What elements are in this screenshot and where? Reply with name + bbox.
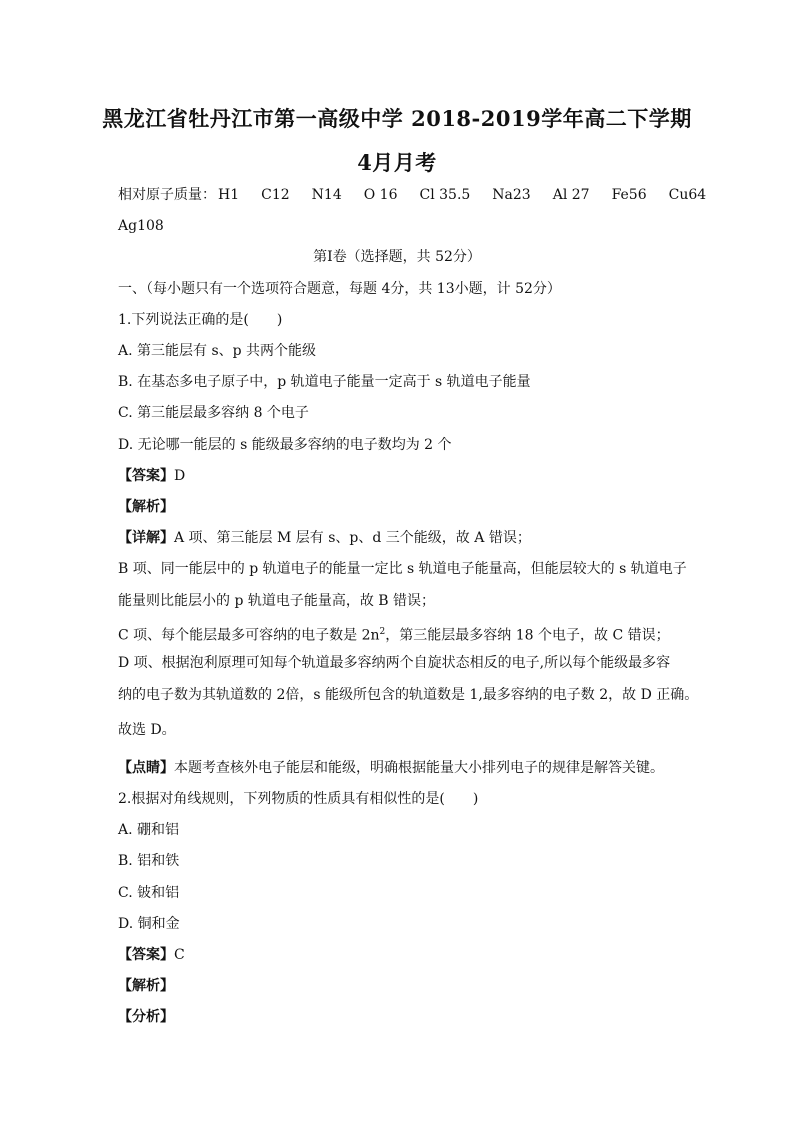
atomic-mass-line — [118, 185, 728, 205]
section-title: 第Ⅰ卷（选择题，共 52分） — [313, 249, 481, 265]
atomic-mass-item: C12 — [261, 187, 290, 203]
q1-detail-line: B 项、同一能层中的 p 轨道电子的能量一定比 s 轨道电子能量高，但能层较大的 s 轨道电子 — [118, 561, 687, 577]
q1-comment-label: 【点睛】 — [118, 760, 174, 776]
q1-analysis-label: 【解析】 — [118, 499, 174, 515]
q2-option-d: D. 铜和金 — [118, 916, 180, 932]
atomic-mass-item: Fe56 — [611, 187, 647, 203]
q2-option-c: C. 铍和铝 — [118, 885, 180, 901]
q2-option-b: B. 铝和铁 — [118, 853, 180, 869]
q1-conclusion: 故选 D。 — [118, 722, 176, 738]
page-title-line1: 黑龙江省牡丹江市第一高级中学 2018-2019学年高二下学期 — [102, 106, 692, 131]
atomic-mass-item: Cu64 — [668, 187, 707, 203]
q1-stem: 1.下列说法正确的是( ) — [118, 312, 283, 328]
q1-detail-text: C 项、每个能层最多可容纳的电子数是 2n — [118, 627, 380, 644]
q1-option-d: D. 无论哪一能层的 s 能级最多容纳的电子数均为 2 个 — [118, 437, 452, 453]
q1-option-b: B. 在基态多电子原子中，p 轨道电子能量一定高于 s 轨道电子能量 — [118, 374, 531, 390]
q1-detail-line — [118, 622, 670, 646]
q1-option-a: A. 第三能层有 s、p 共两个能级 — [118, 343, 317, 359]
q2-answer-label: 【答案】 — [118, 947, 174, 963]
q1-detail-text: ，第三能层最多容纳 18 个电子，故 C 错误； — [385, 627, 670, 644]
q1-detail-line: 能量则比能层小的 p 轨道电子能量高，故 B 错误； — [118, 593, 436, 609]
atomic-mass-item: Cl 35.5 — [419, 187, 471, 203]
q2-option-a: A. 硼和铝 — [118, 822, 180, 838]
atomic-mass-item: H1 — [218, 187, 240, 203]
q1-detail-label: 【详解】 — [118, 530, 174, 546]
q2-detail-label: 【分析】 — [118, 1009, 174, 1025]
q1-answer — [118, 466, 185, 486]
q2-answer — [118, 945, 185, 965]
page-title-line2: 4月月考 — [357, 150, 437, 175]
superscript: 2 — [379, 627, 386, 637]
q1-comment — [118, 758, 664, 778]
atomic-mass-item: O 16 — [363, 187, 398, 203]
q1-detail-line — [118, 528, 531, 548]
atomic-mass-item: N14 — [311, 187, 342, 203]
q1-detail-text: A 项、第三能层 M 层有 s、p、d 三个能级，故 A 错误； — [174, 530, 531, 546]
q2-stem: 2.根据对角线规则，下列物质的性质具有相似性的是( ) — [118, 791, 479, 807]
section-instruction: 一、（每小题只有一个选项符合题意，每题 4分，共 13小题，计 52分） — [118, 281, 561, 297]
atomic-mass-wrap: Ag108 — [118, 218, 164, 234]
q2-answer-value: C — [174, 947, 185, 963]
q1-detail-line: D 项、根据泡利原理可知每个轨道最多容纳两个自旋状态相反的电子,所以每个能级最多容 — [118, 655, 671, 671]
atomic-mass-label: 相对原子质量： — [118, 187, 216, 203]
q1-answer-value: D — [174, 468, 186, 484]
q1-comment-text: 本题考查核外电子能层和能级，明确根据能量大小排列电子的规律是解答关键。 — [174, 760, 664, 776]
q2-analysis-label: 【解析】 — [118, 978, 174, 994]
atomic-mass-item: Na23 — [492, 187, 531, 203]
q1-detail-line: 纳的电子数为其轨道数的 2倍，s 能级所包含的轨道数是 1,最多容纳的电子数 2，故 D 正确。 — [118, 687, 699, 703]
q1-answer-label: 【答案】 — [118, 468, 174, 484]
atomic-mass-item: Al 27 — [552, 187, 590, 203]
q1-option-c: C. 第三能层最多容纳 8 个电子 — [118, 405, 309, 421]
